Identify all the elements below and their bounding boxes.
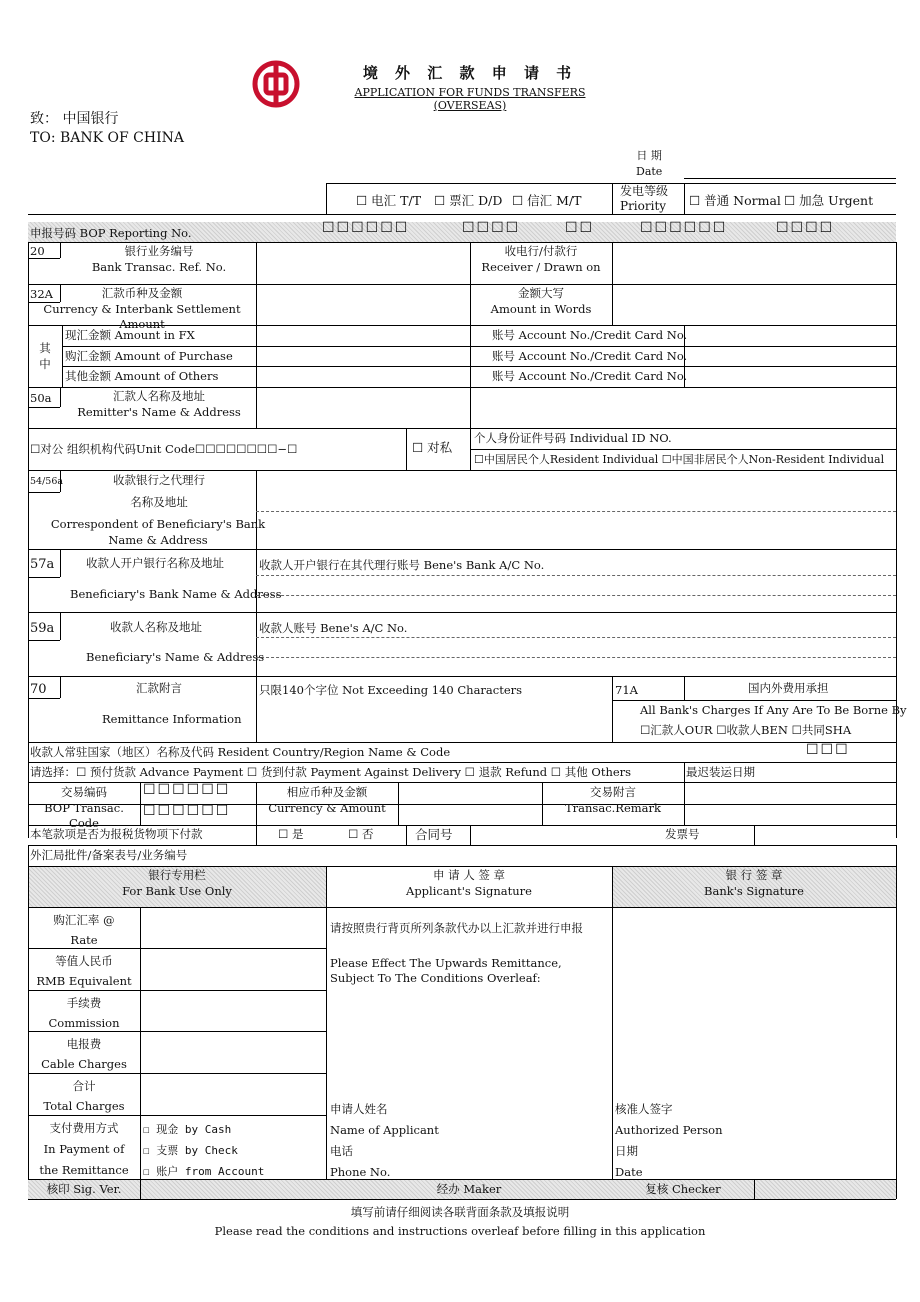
bank-use-header-en: For Bank Use Only <box>122 883 232 898</box>
purchase-amount-label: 购汇金额 Amount of Purchase <box>65 349 233 363</box>
remittance-limit-label: 只限140个字位 Not Exceeding 140 Characters <box>259 683 523 697</box>
amount-words-label <box>470 286 612 317</box>
bene-bank-account-label: 收款人开户银行在其代理行账号 Bene's Bank A/C No. <box>259 558 545 572</box>
instruction-en: Please Effect The Upwards Remittance, Subject To The Conditions Overleaf: <box>330 956 562 985</box>
sig-ver-label: 核印 Sig. Ver. <box>46 1182 122 1196</box>
payment-method-label-en-1: In Payment of <box>43 1142 125 1156</box>
bonded-goods-label: 本笔款项是否为报税货物项下付款 <box>30 827 203 841</box>
rmb-equivalent-label <box>28 951 140 991</box>
bank-ref-label <box>62 244 256 275</box>
amount-words-label-cn: 金额大写 <box>518 286 564 300</box>
addressee-en: TO: BANK OF CHINA <box>30 130 184 146</box>
fx-amount-label: 现汇金额 Amount in FX <box>65 328 195 342</box>
payment-method-label <box>28 1118 140 1181</box>
currency-label-cn: 汇款币种及金额 <box>101 286 183 300</box>
bop-boxes-1[interactable]: ☐☐☐☐☐☐ <box>322 220 410 236</box>
priority-label <box>620 184 668 214</box>
bank-ref-label-cn: 银行业务编号 <box>124 244 194 258</box>
bank-use-header <box>28 868 326 899</box>
transaction-remark-label-cn: 交易附言 <box>590 785 636 799</box>
country-code-boxes[interactable]: ☐☐☐ <box>806 742 850 758</box>
payment-method-label-en-2: the Remittance <box>39 1163 129 1177</box>
transaction-code-label-en: BOP Transac. Code <box>44 800 124 831</box>
transaction-remark-label-en: Transac.Remark <box>565 800 661 815</box>
footer-note-en: Please read the conditions and instructions overleaf before filling in this application <box>214 1224 706 1238</box>
receiver-label <box>470 244 612 275</box>
payment-method-label-cn: 支付费用方式 <box>49 1121 119 1135</box>
date-label-en: Date <box>636 165 663 178</box>
qizhong-label: 其 中 <box>39 341 51 371</box>
applicant-name-label-cn: 申请人姓名 <box>330 1102 388 1116</box>
currency-amount-label-en: Currency & Amount <box>268 800 386 815</box>
transaction-code-label <box>28 785 140 832</box>
addressee-cn: 致： 中国银行 <box>30 111 119 127</box>
bop-boxes-3[interactable]: ☐☐ <box>565 220 595 236</box>
charges-label-cn: 国内外费用承担 <box>748 681 829 695</box>
form-title-cn: 境 外 汇 款 申 请 书 <box>362 64 578 82</box>
auth-date-label-cn: 日期 <box>615 1144 638 1158</box>
currency-amount-label <box>256 785 398 816</box>
rmb-equivalent-label-cn: 等值人民币 <box>55 954 113 968</box>
date-label <box>636 148 662 180</box>
corporate-checkbox[interactable]: ☐对公 组织机构代码Unit Code☐☐☐☐☐☐☐☐−☐ <box>30 442 298 456</box>
total-charges-label-en: Total Charges <box>43 1099 125 1113</box>
individual-id-label: 个人身份证件号码 Individual ID NO. <box>474 431 672 445</box>
rmb-equivalent-label-en: RMB Equivalent <box>36 974 132 988</box>
total-charges-label <box>28 1076 140 1116</box>
currency-label-en: Currency & Interbank Settlement Amount <box>43 301 241 332</box>
payment-type-options[interactable]: 请选择：☐ 预付货款 Advance Payment ☐ 货到付款 Payment Against Delivery ☐ 退款 Refund ☐ 其他 Others <box>30 765 632 779</box>
commission-label <box>28 993 140 1033</box>
form-title-en: APPLICATION FOR FUNDS TRANSFERS (OVERSEAS) <box>354 86 586 112</box>
amount-words-label-en: Amount in Words <box>490 301 592 316</box>
total-charges-label-cn: 合计 <box>72 1079 96 1093</box>
applicant-info-labels <box>330 1099 439 1183</box>
urgent-checkbox[interactable]: ☐ 加急 Urgent <box>784 193 874 208</box>
correspondent-label-cn <box>62 473 256 510</box>
priority-label-cn: 发电等级 <box>620 184 669 198</box>
bop-reporting-label: 申报号码 BOP Reporting No. <box>30 226 192 240</box>
dd-checkbox[interactable]: ☐ 票汇 D/D <box>434 193 503 208</box>
correspondent-label-cn-2: 名称及地址 <box>130 494 188 509</box>
beneficiary-account-label: 收款人账号 Bene's A/C No. <box>259 621 408 635</box>
bank-signature-header-cn: 银 行 签 章 <box>725 868 783 882</box>
footer-note-cn: 填写前请仔细阅读各联背面条款及填报说明 <box>350 1205 570 1219</box>
commission-label-cn: 手续费 <box>66 996 102 1010</box>
correspondent-label-en-1: Correspondent of Beneficiary's Bank <box>50 517 266 531</box>
transaction-code-label-cn: 交易编码 <box>61 785 107 799</box>
instruction-cn: 请按照贵行背页所列条款代办以上汇款并进行申报 <box>330 921 583 935</box>
field-57a-tag: 57a <box>30 557 55 572</box>
cash-checkbox[interactable]: ☐ 现金 by Cash <box>143 1123 232 1136</box>
commission-label-en: Commission <box>48 1016 120 1030</box>
mt-checkbox[interactable]: ☐ 信汇 M/T <box>512 193 582 208</box>
remittance-info-label-en: Remittance Information <box>102 712 242 726</box>
currency-amount-label-cn: 相应币种及金额 <box>286 785 368 799</box>
beneficiary-label-cn: 收款人名称及地址 <box>110 620 202 634</box>
remitter-label-cn: 汇款人名称及地址 <box>113 389 205 403</box>
private-checkbox[interactable]: ☐ 对私 <box>412 440 453 455</box>
invoice-no-label: 发票号 <box>665 827 700 841</box>
tt-checkbox[interactable]: ☐ 电汇 T/T <box>356 193 422 208</box>
bank-signature-header-en: Bank's Signature <box>704 883 804 898</box>
checker-label: 复核 Checker <box>645 1182 721 1196</box>
bank-of-china-logo-icon <box>252 60 300 108</box>
applicant-name-label-en: Name of Applicant <box>330 1123 439 1137</box>
correspondent-label-en-2: Name & Address <box>108 532 208 547</box>
transaction-remark-label <box>542 785 684 816</box>
charges-options[interactable]: ☐汇款人OUR ☐收款人BEN ☐共同SHA <box>640 723 852 737</box>
rate-label-en: Rate <box>70 933 98 947</box>
field-70-tag: 70 <box>30 682 47 697</box>
bank-signature-header <box>612 868 896 899</box>
authorization-labels <box>615 1099 722 1183</box>
contract-no-label: 合同号 <box>415 827 453 842</box>
authorized-person-label-en: Authorized Person <box>615 1123 723 1137</box>
auth-date-label-en: Date <box>615 1165 643 1179</box>
field-50a-tag: 50a <box>30 391 52 405</box>
field-5456a-tag: 54/56a <box>30 476 64 487</box>
bene-bank-label-en: Beneficiary's Bank Name & Address <box>70 587 282 601</box>
field-20-tag: 20 <box>30 244 45 258</box>
date-field[interactable] <box>684 178 896 179</box>
correspondent-label-en <box>28 517 288 548</box>
receiver-label-cn: 收电行/付款行 <box>504 244 578 258</box>
date-label-cn: 日 期 <box>636 149 662 162</box>
beneficiary-label-en: Beneficiary's Name & Address <box>86 650 265 664</box>
charges-label-en: All Bank's Charges If Any Are To Be Borne By <box>640 703 907 717</box>
account-label-3: 账号 Account No./Credit Card No. <box>492 369 688 383</box>
cable-charges-label-en: Cable Charges <box>41 1057 127 1071</box>
field-32a-tag: 32A <box>30 287 53 301</box>
payment-options <box>143 1119 264 1182</box>
authorized-person-label-cn: 核准人签字 <box>615 1102 673 1116</box>
transaction-code-boxes-1[interactable]: ☐☐☐☐☐☐ <box>143 782 231 798</box>
other-amount-label: 其他金额 Amount of Others <box>65 369 219 383</box>
bop-boxes-4[interactable]: ☐☐☐☐☐☐ <box>640 220 728 236</box>
account-label-1: 账号 Account No./Credit Card No. <box>492 328 688 342</box>
priority-label-en: Priority <box>620 199 667 213</box>
field-59a-tag: 59a <box>30 621 55 636</box>
bene-bank-label-cn: 收款人开户银行名称及地址 <box>86 556 224 570</box>
bank-ref-label-en: Bank Transac. Ref. No. <box>91 259 227 274</box>
normal-checkbox[interactable]: ☐ 普通 Normal <box>689 193 781 208</box>
field-71a-tag: 71A <box>615 683 638 697</box>
applicant-signature-header <box>326 868 612 899</box>
receiver-label-en: Receiver / Drawn on <box>481 259 601 274</box>
maker-label: 经办 Maker <box>436 1182 502 1196</box>
account-label-2: 账号 Account No./Credit Card No. <box>492 349 688 363</box>
currency-label <box>28 286 256 333</box>
bop-boxes-5[interactable]: ☐☐☐☐ <box>776 220 835 236</box>
cable-charges-label <box>28 1034 140 1074</box>
rate-label-cn: 购汇汇率 @ <box>53 913 115 927</box>
remitter-label <box>62 389 256 420</box>
account-checkbox[interactable]: ☐ 账户 from Account <box>143 1165 265 1178</box>
correspondent-label-cn-1: 收款银行之代理行 <box>113 473 205 487</box>
cable-charges-label-cn: 电报费 <box>66 1037 102 1051</box>
remitter-label-en: Remitter's Name & Address <box>77 404 241 419</box>
remittance-info-label-cn: 汇款附言 <box>136 681 182 695</box>
bop-boxes-2[interactable]: ☐☐☐☐ <box>462 220 521 236</box>
approval-no-label: 外汇局批件/备案表号/业务编号 <box>30 848 188 862</box>
check-checkbox[interactable]: ☐ 支票 by Check <box>143 1144 238 1157</box>
resident-checkboxes[interactable]: ☐中国居民个人Resident Individual ☐中国非居民个人Non-Resident Individual <box>474 453 885 466</box>
resident-country-label: 收款人常驻国家（地区）名称及代码 Resident Country/Region Name & Code <box>30 745 451 759</box>
phone-label-cn: 电话 <box>330 1144 353 1158</box>
transaction-code-boxes-2[interactable]: ☐☐☐☐☐☐ <box>143 803 231 819</box>
latest-shipment-label: 最迟装运日期 <box>686 765 755 779</box>
rate-label <box>28 910 140 950</box>
bank-use-header-cn: 银行专用栏 <box>148 868 206 882</box>
applicant-signature-header-en: Applicant's Signature <box>406 883 532 898</box>
applicant-signature-header-cn: 申 请 人 签 章 <box>432 868 506 882</box>
no-checkbox[interactable]: ☐ 否 <box>348 827 374 841</box>
phone-label-en: Phone No. <box>330 1165 391 1179</box>
yes-checkbox[interactable]: ☐ 是 <box>278 827 304 841</box>
